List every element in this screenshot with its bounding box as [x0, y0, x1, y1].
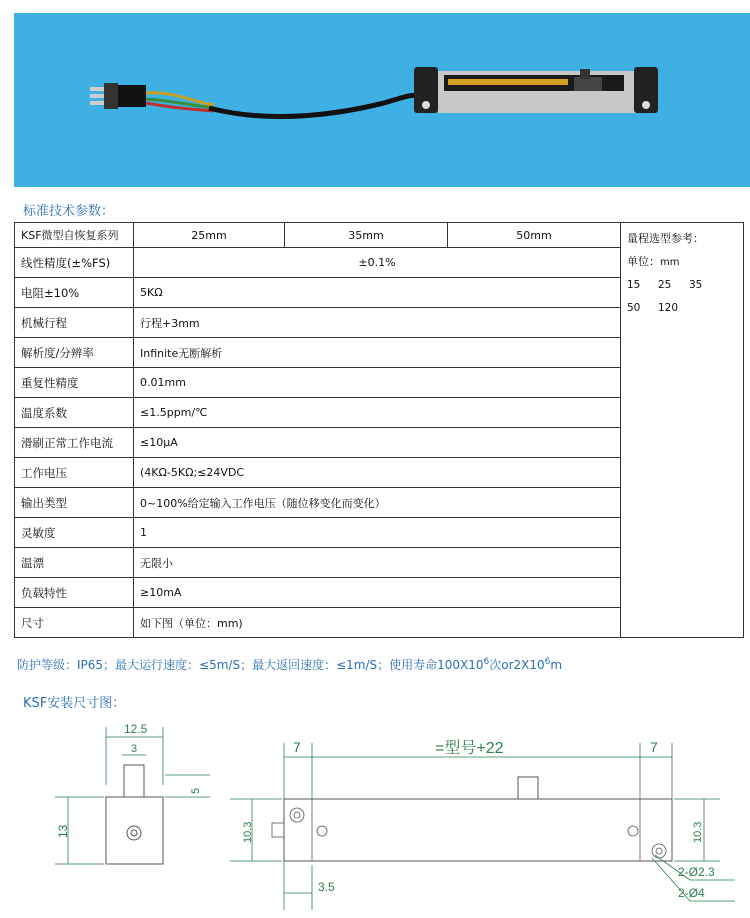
row-value: ≤1.5ppm/℃	[134, 398, 621, 428]
col-25mm: 25mm	[134, 223, 285, 248]
row-value: 1	[134, 518, 621, 548]
row-value: ≤10μA	[134, 428, 621, 458]
row-value: 5KΩ	[134, 278, 621, 308]
row-value: (4KΩ-5KΩ;≤24VDC	[134, 458, 621, 488]
dim-total-length: =型号+22	[435, 740, 504, 757]
dimension-drawing	[0, 715, 750, 918]
row-value: Infinite无断解析	[134, 338, 621, 368]
range-title: 量程选型参考：	[627, 232, 704, 245]
row-label: 工作电压	[15, 458, 134, 488]
table-header-row	[15, 223, 744, 248]
row-value: 如下图（单位：mm)	[134, 608, 621, 638]
range-value: 120	[658, 302, 679, 314]
exponent: 6	[544, 657, 551, 667]
col-35mm: 35mm	[285, 223, 448, 248]
protection-summary	[17, 656, 562, 673]
range-row-1	[627, 274, 743, 297]
range-value: 15	[627, 279, 641, 291]
row-value: 0~100%给定输入工作电压（随位移变化而变化）	[134, 488, 621, 518]
dim-height: 13	[56, 824, 70, 838]
connector-pin	[90, 101, 104, 105]
row-label: 重复性精度	[15, 368, 134, 398]
row-label: 温度系数	[15, 398, 134, 428]
row-label: 滑刷正常工作电流	[15, 428, 134, 458]
row-label: 灵敏度	[15, 518, 134, 548]
row-label: 电阻±10%	[15, 278, 134, 308]
summary-text: 防护等级：IP65；最大运行速度：≤5m/S；最大返回速度：≤1m/S；使用寿命100X10	[17, 658, 484, 672]
range-unit	[627, 250, 743, 274]
row-label: 线性精度(±%FS)	[15, 248, 134, 278]
dim-height-right: 10.3	[692, 821, 704, 843]
section-title-specs: 标准技术参数：	[23, 204, 115, 219]
dim-end-right: 7	[650, 739, 658, 755]
series-label: KSF微型自恢复系列	[15, 223, 134, 248]
dim-offset: 3.5	[318, 880, 335, 894]
row-label: 负载特性	[15, 578, 134, 608]
summary-text-mid: 次or2X10	[489, 658, 545, 672]
row-label: 温漂	[15, 548, 134, 578]
range-value: 25	[658, 279, 672, 291]
dim-hole-large: 2-Ø4	[678, 886, 705, 900]
connector-pin	[90, 94, 104, 98]
range-reference	[621, 223, 744, 638]
linear-potentiometer-with-cable-icon	[14, 13, 750, 187]
dim-height-left: 10.3	[242, 821, 254, 843]
exponent: 6	[483, 657, 490, 667]
col-50mm: 50mm	[448, 223, 621, 248]
range-value: 50	[627, 302, 641, 314]
dim-hole-small: 2-Ø2.3	[678, 865, 715, 879]
connector-housing	[118, 85, 146, 107]
range-row-2	[627, 297, 743, 320]
connector-body	[104, 83, 118, 109]
connector-pin	[90, 87, 104, 91]
dim-end-left: 7	[293, 739, 301, 755]
row-label: 机械行程	[15, 308, 134, 338]
row-label: 输出类型	[15, 488, 134, 518]
range-value: 35	[689, 279, 703, 291]
row-value: ±0.1%	[134, 248, 621, 278]
unit-value: mm	[660, 257, 680, 268]
product-banner	[14, 13, 750, 187]
section-title-dimensions: KSF安装尺寸图：	[23, 696, 126, 711]
dim-shaft-length: 5	[190, 787, 202, 794]
dim-width: 12.5	[124, 722, 148, 736]
row-value: 0.01mm	[134, 368, 621, 398]
row-value: 无限小	[134, 548, 621, 578]
row-value: 行程+3mm	[134, 308, 621, 338]
row-label: 解析度/分辨率	[15, 338, 134, 368]
summary-text-end: m	[550, 658, 563, 672]
row-value: ≥10mA	[134, 578, 621, 608]
dim-shaft: 3	[131, 743, 138, 755]
spec-table	[14, 222, 744, 638]
unit-label: 单位：	[627, 255, 660, 268]
row-label: 尺寸	[15, 608, 134, 638]
